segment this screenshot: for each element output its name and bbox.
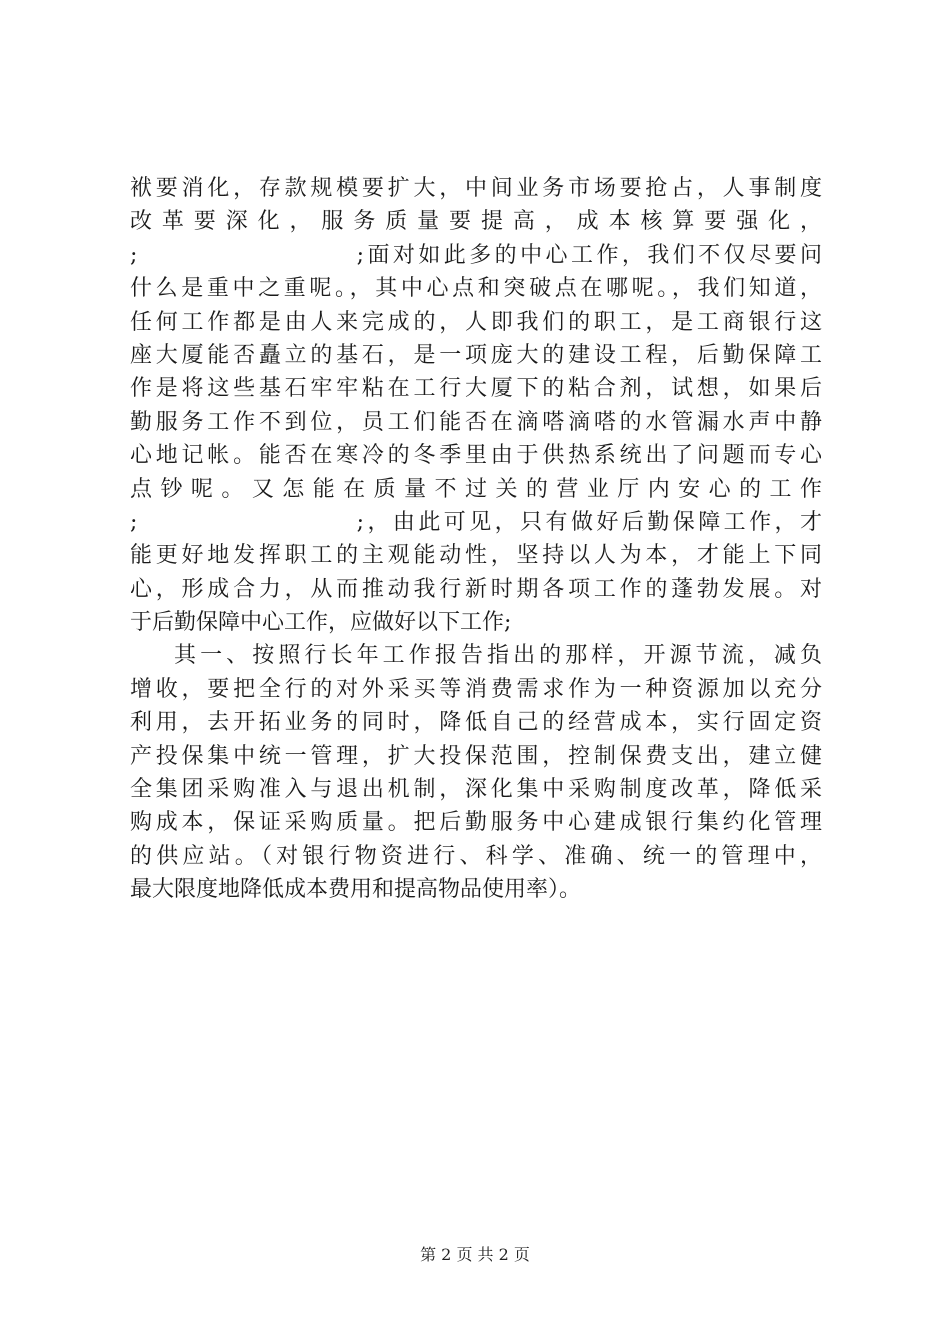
text-line: ; ;面对如此多的中心工作，我们不仅尽要问: [130, 242, 822, 268]
text-line: 的供应站。（对银行物资进行、科学、准确、统一的管理中，: [130, 843, 822, 869]
text-line: 任何工作都是由人来完成的，人即我们的职工，是工商银行这: [130, 309, 822, 335]
text-line: 产投保集中统一管理，扩大投保范围，控制保费支出，建立健: [130, 743, 822, 769]
page-number-footer: 第 2 页 共 2 页: [420, 1245, 530, 1264]
body-text: [130, 172, 822, 907]
text-line: 勤服务工作不到位，员工们能否在滴嗒滴嗒的水管漏水声中静: [130, 409, 822, 435]
text-line: 作是将这些基石牢牢粘在工行大厦下的粘合剂，试想，如果后: [130, 376, 822, 402]
text-line: 心，形成合力，从而推动我行新时期各项工作的蓬勃发展。对: [130, 576, 822, 602]
text-line: 什么是重中之重呢。，其中心点和突破点在哪呢。，我们知道，: [130, 276, 822, 302]
text-line: 袱要消化，存款规模要扩大，中间业务市场要抢占，人事制度: [130, 176, 822, 201]
text-line: ; ;，由此可见，只有做好后勤保障工作，才: [130, 509, 822, 535]
text-line: 利用，去开拓业务的同时，降低自己的经营成本，实行固定资: [130, 710, 822, 736]
text-line: 购成本，保证采购质量。把后勤服务中心建成银行集约化管理: [130, 810, 822, 836]
text-line: 最大限度地降低成本费用和提高物品使用率）。: [130, 877, 582, 903]
paragraph-first-line: 其一、按照行长年工作报告指出的那样，开源节流，减负: [174, 643, 822, 669]
text-line: 全集团采购准入与退出机制，深化集中采购制度改革，降低采: [130, 777, 822, 803]
text-line: 改 革 要 深 化 ， 服 务 质 量 要 提 高 ， 成 本 核 算 要 强 化 ，: [130, 209, 822, 235]
text-line: 于后勤保障中心工作，应做好以下工作;: [130, 610, 512, 636]
text-line: 点 钞 呢 。 又 怎 能 在 质 量 不 过 关 的 营 业 厅 内 安 心 的 工 作: [130, 476, 822, 502]
text-line: 心地记帐。能否在寒冷的冬季里由于供热系统出了问题而专心: [130, 443, 822, 469]
text-line: 座大厦能否矗立的基石，是一项庞大的建设工程，后勤保障工: [130, 342, 822, 368]
text-line: 能更好地发挥职工的主观能动性，坚持以人为本，才能上下同: [130, 543, 822, 569]
text-line: 增收，要把全行的对外采买等消费需求作为一种资源加以充分: [130, 676, 822, 702]
